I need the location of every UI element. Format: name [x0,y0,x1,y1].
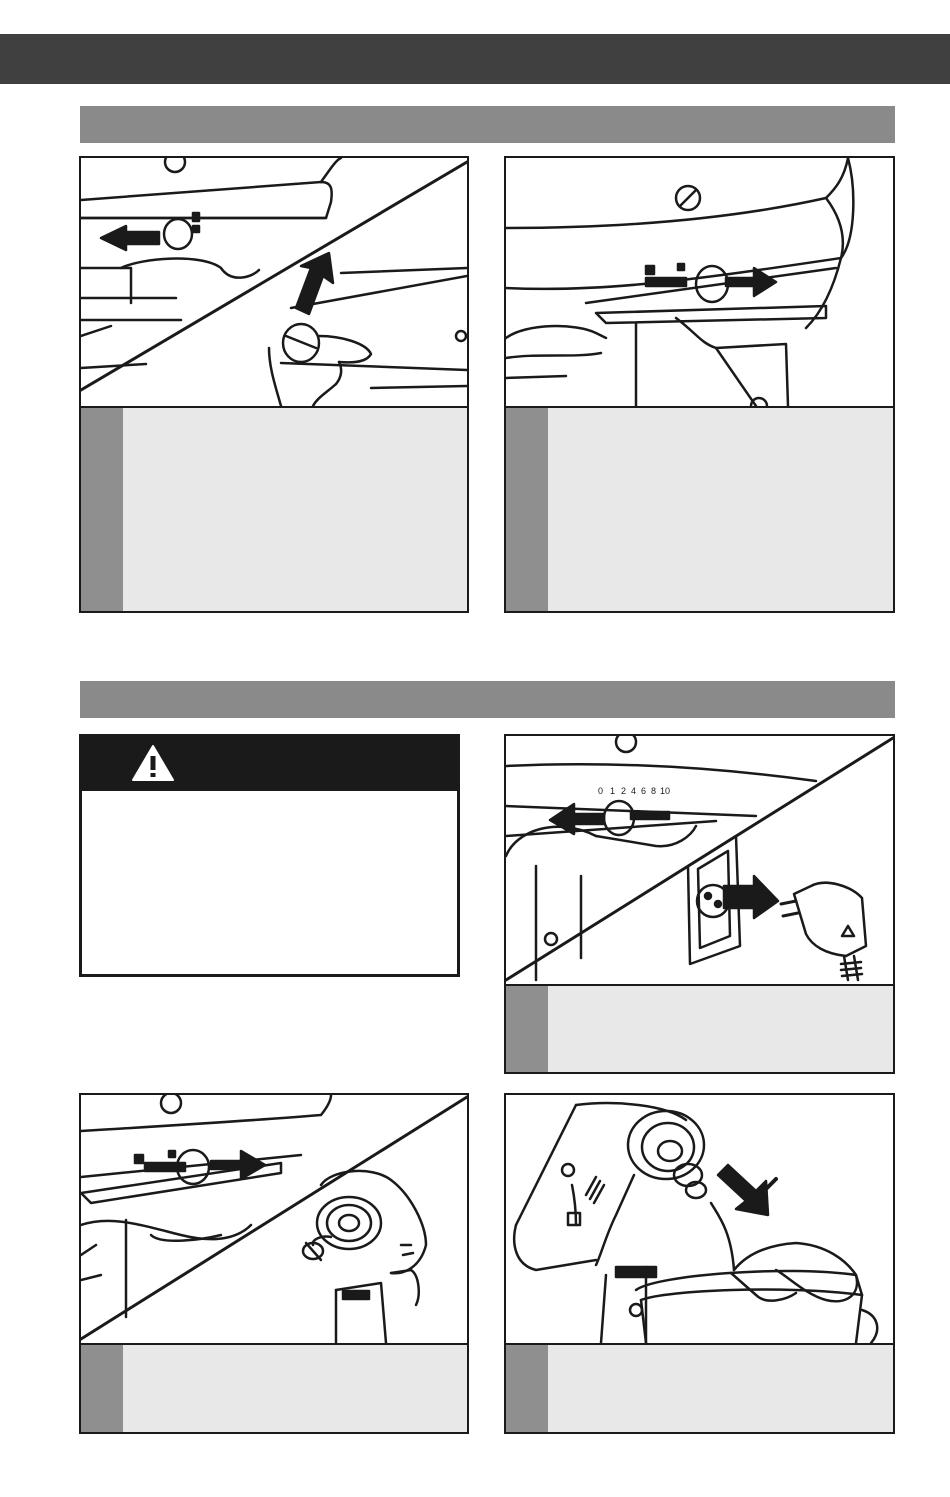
step-number-tab [81,408,123,611]
warning-box [79,734,460,977]
illustration-unplug [506,736,893,984]
step-panel-3 [504,734,895,1074]
illustration-unlock-tilt [81,1095,467,1343]
speed-label-1: 1 [610,786,616,796]
step-number-tab [506,408,548,611]
illustration-lock-lever [506,158,893,406]
speed-label-0: 0 [598,786,604,796]
illustration-attach-beater [506,1095,893,1343]
section-title-bar-1 [80,106,895,143]
step-panel-1 [79,156,469,613]
illustration-lift-lock [81,158,467,406]
header-bar [0,34,950,84]
step-caption-3 [506,984,893,1072]
speed-label-4: 4 [631,786,637,796]
speed-label-10: 10 [660,786,671,796]
step-panel-5 [504,1093,895,1434]
warning-triangle-icon [130,743,176,783]
speed-label-6: 6 [641,786,647,796]
step-panel-4 [79,1093,469,1434]
step-caption-5 [506,1343,893,1432]
step-caption-4 [81,1343,467,1432]
step-number-tab [506,986,548,1072]
step-caption-1 [81,406,467,611]
section-title-bar-2 [80,681,895,718]
speed-label-2: 2 [621,786,627,796]
step-panel-2 [504,156,895,613]
warning-header [82,737,457,791]
step-number-tab [81,1345,123,1432]
step-number-tab [506,1345,548,1432]
step-caption-2 [506,406,893,611]
speed-label-8: 8 [651,786,657,796]
